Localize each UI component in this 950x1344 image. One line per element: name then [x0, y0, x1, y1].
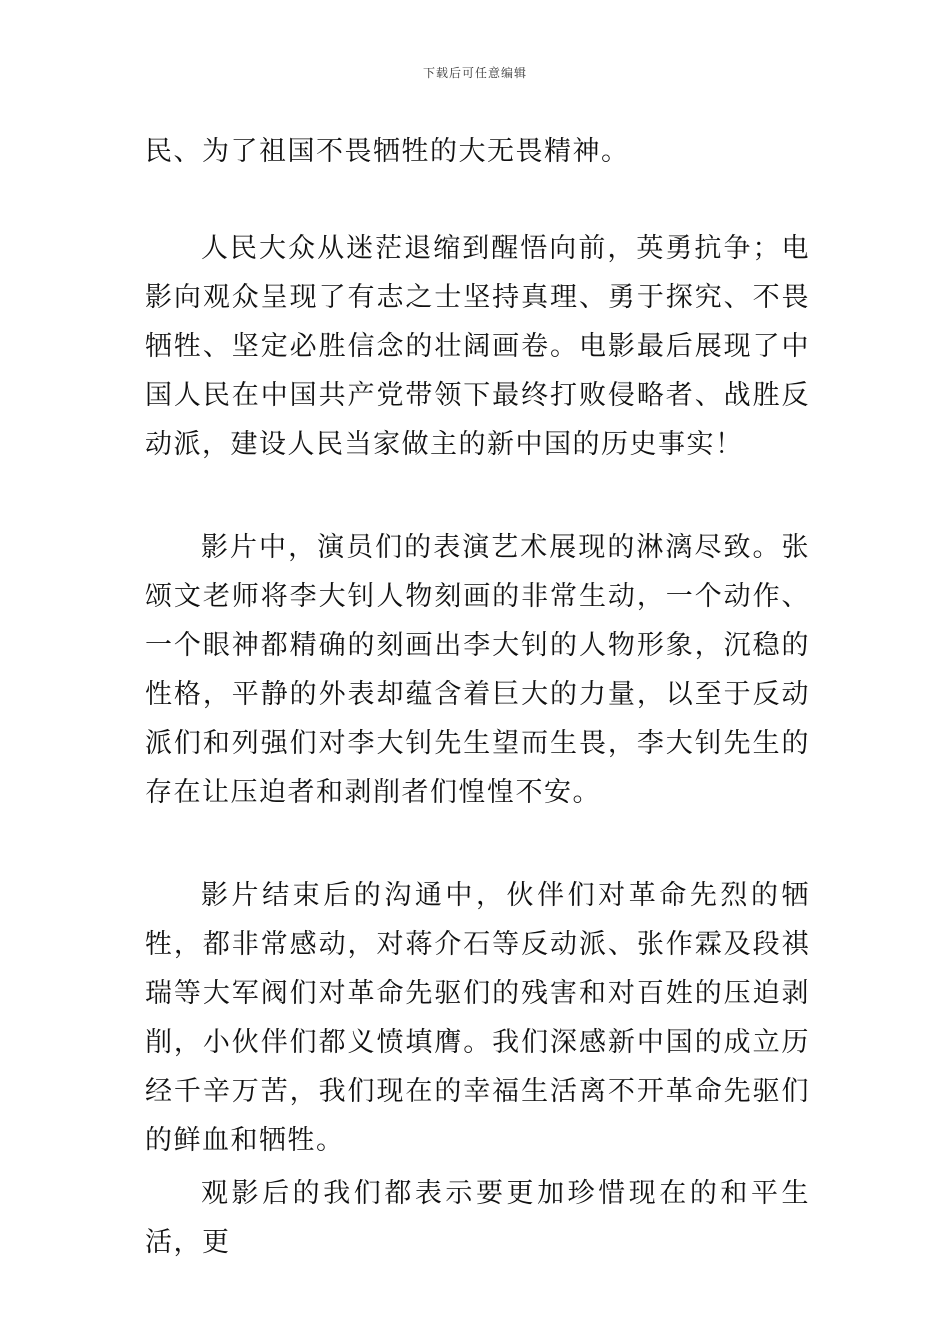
paragraph-4: 影片结束后的沟通中，伙伴们对革命先烈的牺牲，都非常感动，对蒋介石等反动派、张作霖及段祺瑞等大军阀们对革命先驱们的残害和对百姓的压迫剥削，小伙伴们都义愤填膺。我们深感新中国的成立历经千辛万苦，我们现在的幸福生活离不开革命先驱们的鲜血和牺牲。 — [145, 880, 810, 1156]
paragraph-3: 影片中，演员们的表演艺术展现的淋漓尽致。张颂文老师将李大钊人物刻画的非常生动，一个动作、一个眼神都精确的刻画出李大钊的人物形象，沉稳的性格，平静的外表却蕴含着巨大的力量，以至于反动派们和列强们对李大钊先生望而生畏，李大钊先生的存在让压迫者和剥削者们惶惶不安。 — [145, 532, 810, 808]
page-header-note: 下载后可任意编辑 — [422, 66, 527, 80]
paragraph-1: 民、为了祖国不畏牺牲的大无畏精神。 — [145, 136, 630, 167]
paragraph-2: 人民大众从迷茫退缩到醒悟向前，英勇抗争；电影向观众呈现了有志之士坚持真理、勇于探究、不畏牺牲、坚定必胜信念的壮阔画卷。电影最后展现了中国人民在中国共产党带领下最终打败侵略者、战胜反动派，建设人民当家做主的新中国的历史事实！ — [145, 233, 810, 460]
paragraph-5: 观影后的我们都表示要更加珍惜现在的和平生活，更 — [145, 1178, 810, 1258]
